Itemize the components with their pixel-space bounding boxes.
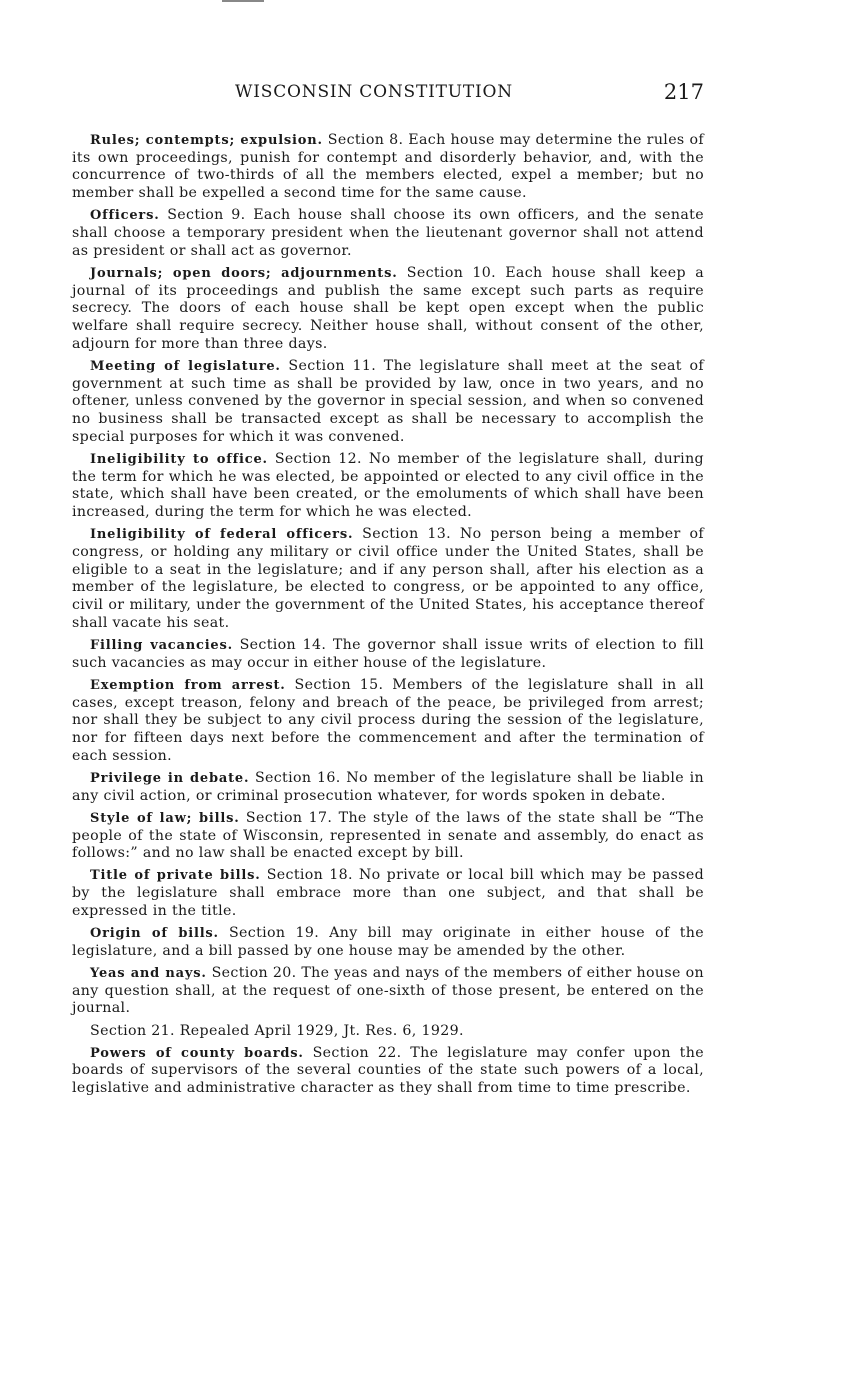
- section-heading: Officers.: [90, 208, 160, 224]
- section-10: [72, 265, 704, 354]
- section-text: Section 20. The yeas and nays of the members of either house on any question shall, at the request of one-sixth of those present, be entered on the journal.: [72, 964, 704, 1017]
- section-text: Section 19. Any bill may originate in either house of the legislature, and a bill passed by one house may be amended by the other.: [72, 925, 704, 959]
- section-8: [72, 132, 704, 203]
- section-17: [72, 810, 704, 863]
- section-20: [72, 965, 704, 1018]
- section-heading: Exemption from arrest.: [90, 677, 286, 693]
- section-heading: Meeting of legislature.: [90, 358, 281, 374]
- section-16: [72, 770, 704, 805]
- section-text: Section 17. The style of the laws of the state shall be “The people of the state of Wisconsin, represented in senate and assembly, do enact as follows:” and no law shall be enacted except by bill.: [72, 809, 704, 862]
- section-13: [72, 526, 704, 632]
- section-text: Section 9. Each house shall choose its own officers, and the senate shall choose a temporary president when the lieutenant governor shall not attend as president or shall act as governor.: [72, 207, 704, 259]
- section-21: [72, 1023, 704, 1041]
- section-text: Section 11. The legislature shall meet at the seat of government at such time as shall be provided by law, once in two years, and no oftener, unless convened by the governor in special session, and when so convened no business shall be transacted except as shall be necessary to accomplish the special purposes for which it was convened.: [72, 357, 704, 445]
- section-heading: Privilege in debate.: [90, 770, 250, 786]
- section-text: Section 21. Repealed April 1929, Jt. Res. 6, 1929.: [90, 1022, 464, 1039]
- running-title: WISCONSIN CONSTITUTION: [235, 82, 513, 102]
- section-22: [72, 1045, 704, 1098]
- section-text: Section 14. The governor shall issue writs of election to fill such vacancies as may occur in either house of the legislature.: [72, 636, 704, 671]
- section-heading: Rules; contempts; expulsion.: [90, 133, 323, 148]
- section-18: [72, 867, 704, 920]
- section-heading: Filling vacancies.: [90, 637, 233, 653]
- section-heading: Journals; open doors; adjournments.: [90, 265, 398, 281]
- section-9: [72, 207, 704, 260]
- page-header: [72, 80, 704, 110]
- section-12: [72, 451, 704, 522]
- section-14: [72, 637, 704, 672]
- section-text: Section 18. No private or local bill which may be passed by the legislature shall embrace more than one subject, and that shall be expressed in the title.: [72, 867, 704, 919]
- page-number: 217: [663, 80, 704, 104]
- section-heading: Origin of bills.: [90, 926, 219, 942]
- document-page: [72, 80, 704, 1102]
- sections-list: [72, 132, 704, 1102]
- section-heading: Style of law; bills.: [90, 810, 240, 826]
- section-heading: Yeas and nays.: [90, 965, 207, 981]
- section-text: Section 15. Members of the legislature shall in all cases, except treason, felony and breach of the peace, be privileged from arrest; nor shall they be subject to any civil process during the session of the legislature, nor for fifteen days next before the commencement and after the termination of each session.: [72, 676, 704, 764]
- section-15: [72, 677, 704, 766]
- section-text: Section 12. No member of the legislature shall, during the term for which he was elected, be appointed or elected to any civil office in the state, which shall have been created, or the emoluments of which shall have been increased, during the term for which he was elected.: [72, 450, 704, 521]
- section-text: Section 13. No person being a member of congress, or holding any military or civil office under the United States, shall be eligible to a seat in the legislature; and if any person shall, after his election as a member of the legislature, be elected to congress, or be appointed to any office, civil or military, under the government of the United States, his acceptance thereof shall vacate his seat.: [72, 526, 704, 631]
- section-heading: Ineligibility to office.: [90, 451, 268, 467]
- section-text: Section 10. Each house shall keep a journal of its proceedings and publish the same except such parts as require secrecy. The doors of each house shall be kept open except when the public welfare shall require secrecy. Neither house shall, without consent of the other, adjourn for more than three days.: [72, 264, 704, 352]
- section-text: Section 8. Each house may determine the rules of its own proceedings, punish for contempt and disorderly behavior, and, with the concurrence of two-thirds of all the members elected, expel a member; but no member shall be expelled a second time for the same cause.: [72, 132, 704, 202]
- section-text: Section 22. The legislature may confer upon the boards of supervisors of the several counties of the state such powers of a local, legislative and administrative character as they shall from time to time prescribe.: [72, 1044, 704, 1097]
- section-heading: Title of private bills.: [90, 868, 261, 884]
- section-heading: Ineligibility of federal officers.: [90, 527, 354, 543]
- page-top-rule: [222, 0, 264, 2]
- section-text: Section 16. No member of the legislature shall be liable in any civil action, or criminal prosecution whatever, for words spoken in debate.: [72, 769, 704, 804]
- section-19: [72, 925, 704, 960]
- section-heading: Powers of county boards.: [90, 1045, 304, 1061]
- section-11: [72, 358, 704, 447]
